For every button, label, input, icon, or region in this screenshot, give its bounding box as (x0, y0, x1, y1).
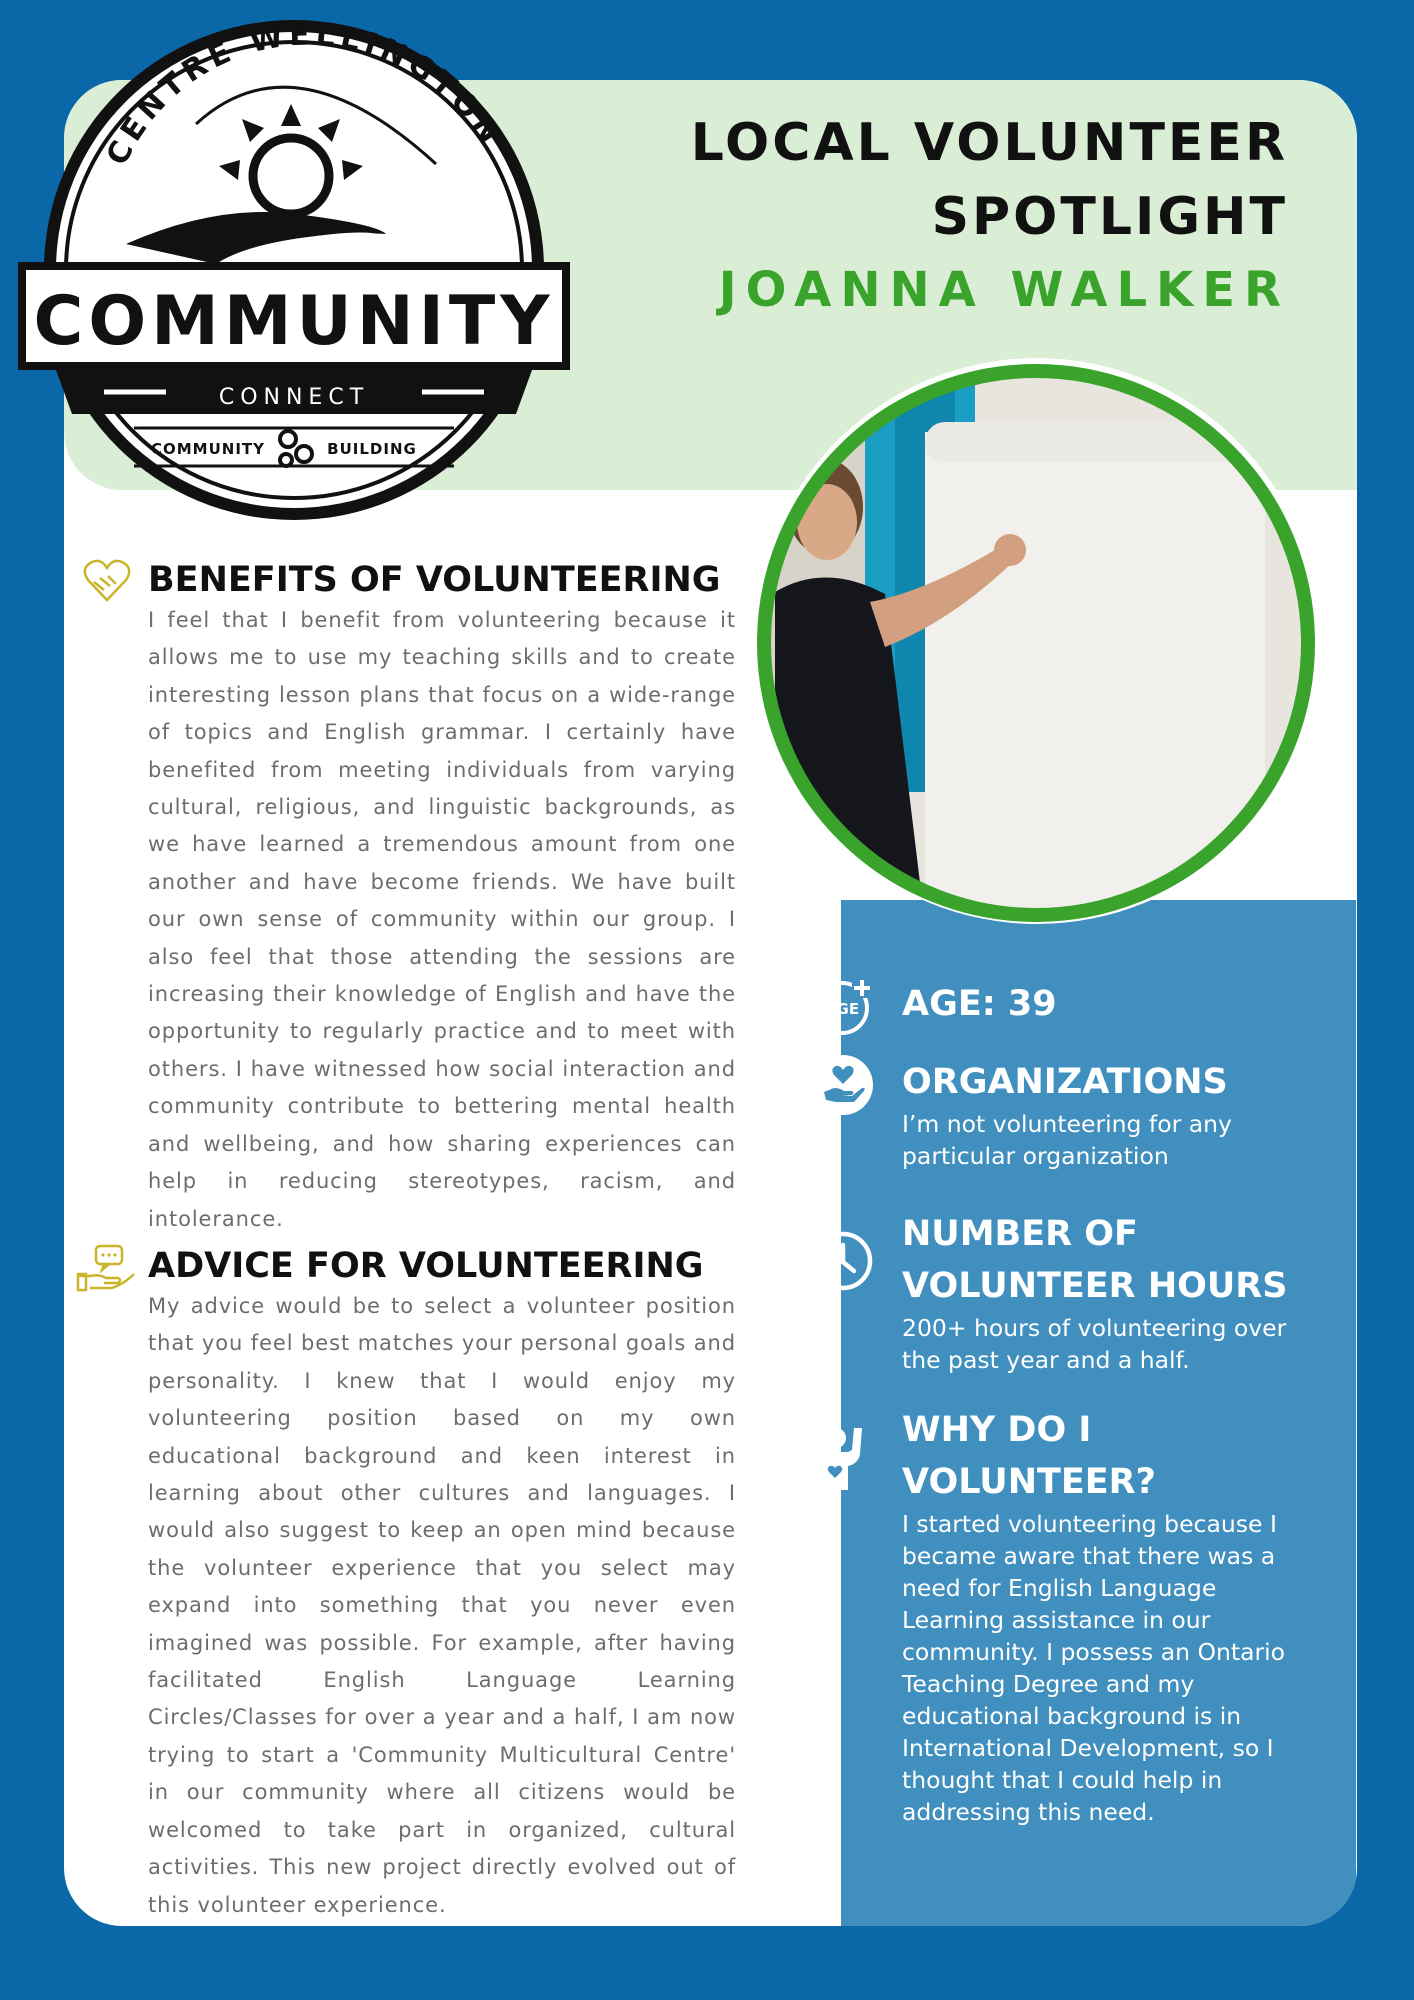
handshake-heart-icon (82, 558, 132, 604)
volunteer-name: JOANNA WALKER (718, 262, 1290, 318)
logo-top-text: CENTRE WELLINGTON (99, 17, 509, 171)
hand-chat-icon (76, 1244, 136, 1294)
age-icon-text: AGE (824, 1000, 860, 1018)
volunteer-photo (755, 362, 1317, 924)
benefits-section (148, 558, 736, 1238)
community-connect-logo (16, 14, 572, 526)
advice-title: ADVICE FOR VOLUNTEERING (148, 1246, 704, 1286)
hours-block (902, 1208, 1292, 1376)
why-title-line-1: WHY DO I (902, 1410, 1092, 1450)
hours-title-line-2: VOLUNTEER HOURS (902, 1266, 1288, 1306)
advice-section (148, 1244, 736, 1924)
age-title: AGE: 39 (902, 984, 1057, 1024)
title-line-1: LOCAL VOLUNTEER (690, 113, 1288, 173)
logo-main-text: COMMUNITY (33, 282, 555, 361)
organizations-body: I’m not volunteering for any particular organization (902, 1110, 1232, 1170)
title-line-2: SPOTLIGHT (931, 187, 1288, 247)
benefits-body: I feel that I benefit from volunteering because it allows me to use my teaching skills and to create interesting lesson plans that focus on a wide-range of topics and English grammar. I certainly have benefited from meeting individuals from varying cultural, religious, and linguistic backgrounds, as we have learned a tremendous amount from one another and have become friends. We have built our own sense of community within our group. I also feel that those attending the sessions are increasing their knowledge of English and have the opportunity to regularly practice and to meet with others. I have witnessed how social interaction and community contribute to bettering mental health and wellbeing, and how sharing experiences can help in reducing stereotypes, racism, and intolerance. (148, 608, 736, 1231)
volunteer-raise-hand-icon (816, 1424, 870, 1492)
organizations-title: ORGANIZATIONS (902, 1062, 1228, 1102)
clock-icon (812, 1230, 874, 1292)
why-title-line-2: VOLUNTEER? (902, 1462, 1156, 1502)
hours-title-line-1: NUMBER OF (902, 1214, 1138, 1254)
logo-bottom-right: BUILDING (327, 440, 417, 458)
why-block (902, 1404, 1292, 1828)
logo-bottom-left: COMMUNITY (150, 440, 266, 458)
page-title (588, 106, 1288, 254)
age-block (902, 978, 1292, 1030)
logo-sub-text: CONNECT (218, 385, 370, 410)
why-body: I started volunteering because I became aware that there was a need for English Language Learning assistance in our community. I possess an Ontario Teaching Degree and my educational background is in International Development, so I thought that I could help in addressing this need. (902, 1510, 1286, 1826)
organizations-block (902, 1056, 1292, 1172)
advice-body: My advice would be to select a volunteer position that you feel best matches your personal goals and personality. I knew that I would enjoy my volunteering position based on my own educational background and keen interest in learning about other cultures and languages. I would also suggest to keep an open mind because the volunteer experience that you select may expand into something that you never even imagined was possible. For example, after having facilitated English Language Learning Circles/Classes for over a year and a half, I am now trying to start a 'Community Multicultural Centre' in our community where all citizens would be welcomed to take part in organized, cultural activities. This new project directly evolved out of this volunteer experience. (148, 1294, 736, 1917)
age-icon (812, 976, 874, 1036)
benefits-title: BENEFITS OF VOLUNTEERING (148, 560, 721, 600)
hours-body: 200+ hours of volunteering over the past year and a half. (902, 1314, 1287, 1374)
heart-hand-icon (812, 1054, 874, 1116)
